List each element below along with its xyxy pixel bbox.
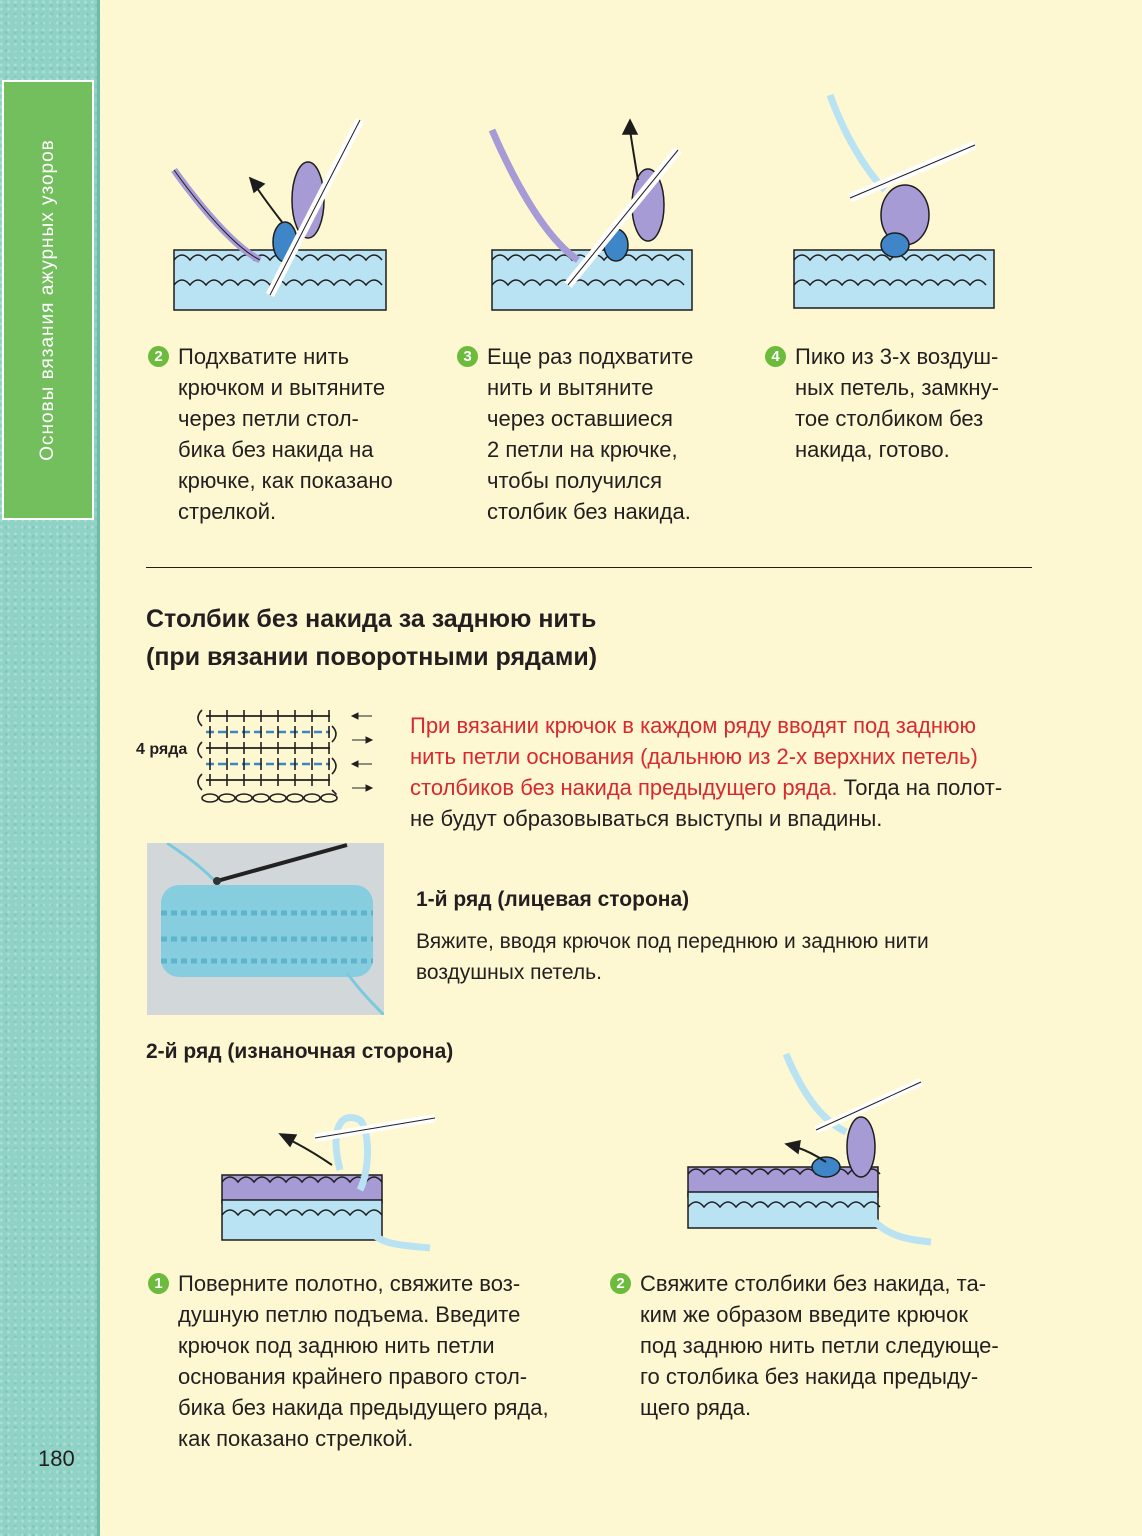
sidebar-edge [97,0,100,1536]
step-text: Свяжите столбики без накида, та- ким же образом введите крючок под заднюю нить петли следующе- го столбика без накида предыду- щего ряда. [640,1271,999,1420]
row2-title: 2-й ряд (изнаночная сторона) [146,1040,454,1063]
top-step-3 [457,341,693,527]
row2-step-2 [610,1268,999,1423]
step-number-badge: 3 [457,346,478,367]
step-number-badge: 1 [148,1273,169,1294]
step-number-badge: 4 [765,346,786,367]
top-step-4 [765,341,999,465]
chart-row-count-label: 4 ряда [136,741,188,758]
step-text: Еще раз подхватите нить и вытяните через оставшиеся 2 петли на крючке, чтобы получился столбик без накида. [487,344,694,524]
section-divider [146,567,1032,568]
row1-title: 1-й ряд (лицевая сторона) [416,888,690,911]
illustration-row2-step-1 [220,1090,440,1255]
row2-step-1 [148,1268,549,1454]
top-step-2 [148,341,393,527]
description-rest: Тогда на полот- не будут образовываться выступы и впадины. [410,775,1003,831]
step-text: Подхватите нить крючком и вытяните через петли стол- бика без накида на крючке, как показано стрелкой. [178,344,393,524]
row1-text: Вяжите, вводя крючок под переднюю и заднюю нити воздушных петель. [416,930,929,984]
stitch-chart [180,702,380,812]
page-number: 180 [38,1446,75,1471]
step-text: Поверните полотно, свяжите воз- душную петлю подъема. Введите крючок под заднюю нить петли основания крайнего правого стол- бика без накида предыдущего ряда, как показано стрелкой. [178,1271,549,1451]
swatch-photo [147,843,384,1015]
step-number-badge: 2 [148,346,169,367]
illustration-row2-step-2 [686,1052,936,1257]
description-highlight: При вязании крючок в каждом ряду вводят под заднюю нить петли основания (дальнюю из 2-х верхних петель) столбиков без накида предыдущего ряда. [410,713,978,800]
step-text: Пико из 3-х воздуш- ных петель, замкну- тое столбиком без накида, готово. [795,344,999,462]
illustration-step-4 [790,90,1000,315]
chapter-tab [2,80,94,520]
chapter-tab-label: Основы вязания ажурных узоров [37,139,58,461]
illustration-step-3 [488,110,698,315]
illustration-step-2 [170,110,390,315]
section-title: Столбик без накида за заднюю нить (при вязании поворотными рядами) [146,605,598,671]
section-description [410,710,1050,834]
step-number-badge: 2 [610,1273,631,1294]
